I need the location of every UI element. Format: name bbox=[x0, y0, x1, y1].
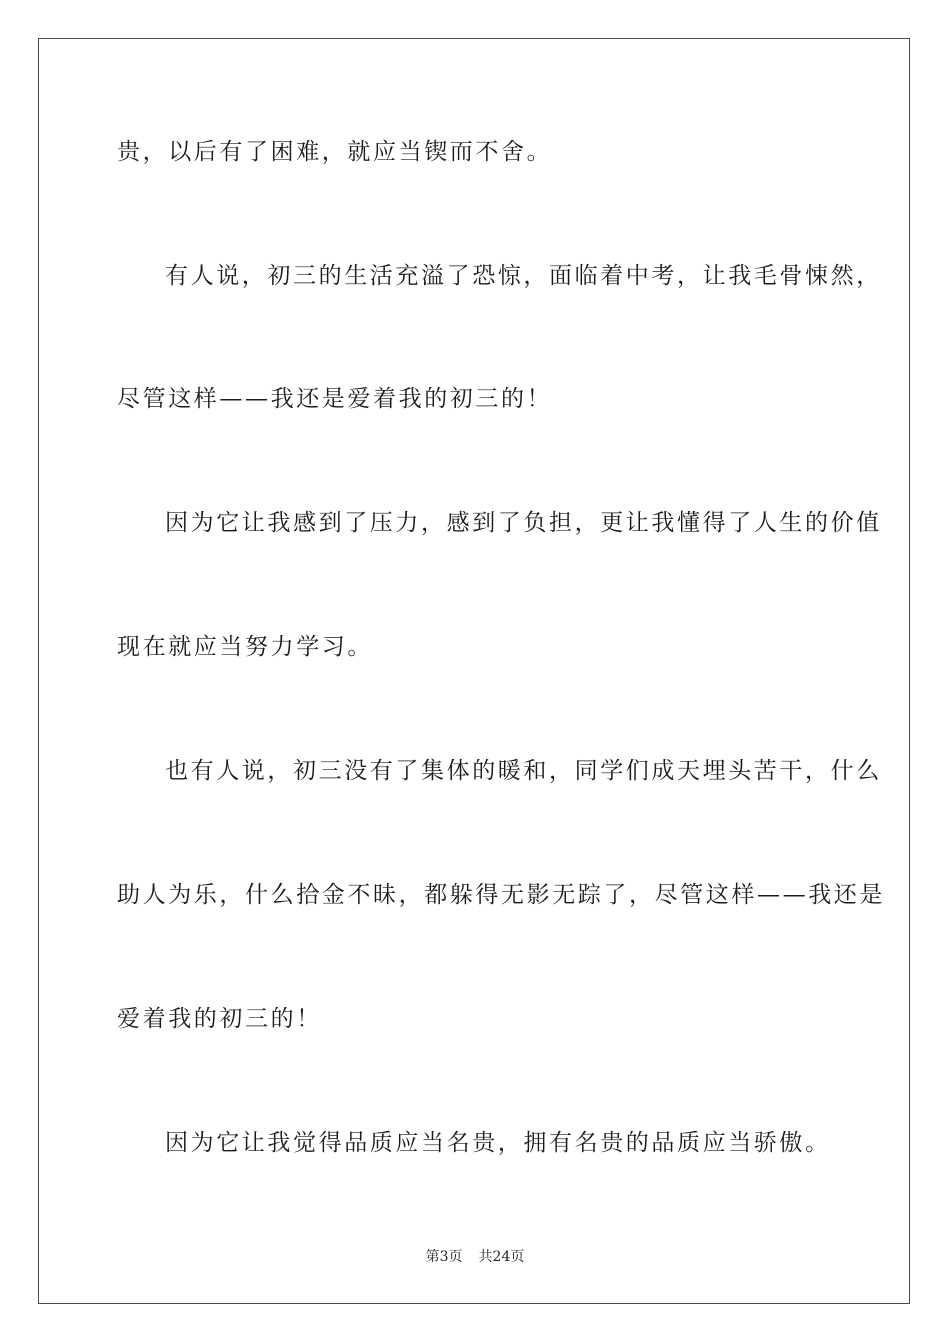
text-line-4: 因为它让我感到了压力，感到了负担，更让我懂得了人生的价值 bbox=[165, 510, 882, 536]
text-line-9: 因为它让我觉得品质应当名贵，拥有名贵的品质应当骄傲。 bbox=[165, 1130, 831, 1156]
text-line-6: 也有人说，初三没有了集体的暖和，同学们成天埋头苦干，什么 bbox=[165, 758, 882, 784]
page-footer bbox=[0, 1248, 950, 1266]
text-line-2: 有人说，初三的生活充溢了恐惊，面临着中考，让我毛骨悚然， bbox=[165, 263, 882, 289]
text-line-1: 贵，以后有了困难，就应当锲而不舍。 bbox=[117, 139, 553, 165]
text-line-8: 爱着我的初三的！ bbox=[117, 1006, 322, 1032]
text-line-3: 尽管这样——我还是爱着我的初三的！ bbox=[117, 386, 553, 412]
text-line-7: 助人为乐，什么拾金不昧，都躲得无影无踪了，尽管这样——我还是 bbox=[117, 882, 885, 908]
text-line-5: 现在就应当努力学习。 bbox=[117, 634, 373, 660]
page-total: 共24页 bbox=[478, 1249, 525, 1265]
page-number: 第3页 bbox=[425, 1249, 463, 1265]
page-frame bbox=[38, 38, 910, 1304]
